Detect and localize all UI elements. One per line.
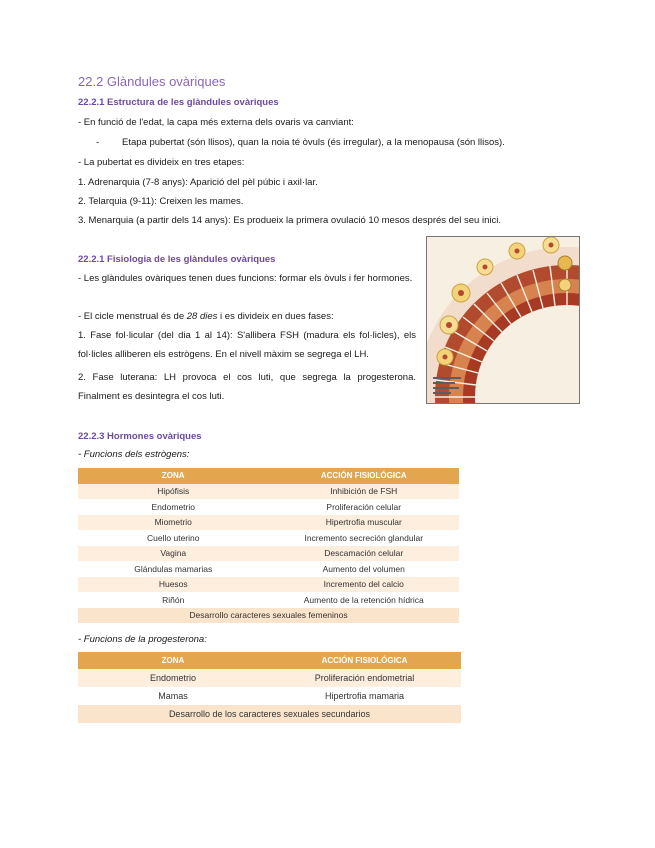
table-footer-row: Desarrollo caracteres sexuales femeninos	[78, 608, 459, 624]
column-header-zona: ZONA	[78, 468, 269, 484]
table-row: Glándulas mamarias Aumento del volumen	[78, 561, 459, 577]
table-row: Vagina Descamación celular	[78, 546, 459, 562]
table-header-row	[78, 652, 461, 669]
text-cicle: - El cicle menstrual és de 28 dies i es divideix en dues fases:	[78, 311, 334, 322]
text-fase-luterana: 2. Fase luterana: LH provoca el cos luti, que segrega la progesterona. Finalment es desintegra el cos luti.	[78, 372, 416, 402]
table-row: Endometrio Proliferación endometrial	[78, 669, 461, 687]
bullet-item	[96, 137, 505, 148]
label-progesterone: - Funcions de la progesterona:	[78, 634, 207, 645]
estrogens-table	[78, 468, 459, 623]
table-footer-row: Desarrollo de los caracteres sexuales secundarios	[78, 705, 461, 723]
column-header-accion: ACCIÓN FISIOLÓGICA	[268, 652, 461, 669]
bullet-text: Etapa pubertat (són llisos), quan la noia té òvuls (és irregular), a la menopausa (són llisos).	[122, 137, 505, 148]
table-row: Huesos Incremento del calcio	[78, 577, 459, 593]
list-item-telarquia: 2. Telarquia (9-11): Creixen les mames.	[78, 196, 244, 207]
table-header-row	[78, 468, 459, 484]
list-item-adrenarquia: 1. Adrenarquia (7-8 anys): Aparició del pèl púbic i axil·lar.	[78, 177, 318, 188]
table-row: Cuello uterino Incremento secreción glandular	[78, 530, 459, 546]
column-header-accion: ACCIÓN FISIOLÓGICA	[269, 468, 460, 484]
ovary-cycle-illustration	[426, 236, 580, 404]
text-estructura-intro: - En funció de l'edat, la capa més externa dels ovaris va canviant:	[78, 117, 354, 128]
table-row: Hipófisis Inhibición de FSH	[78, 484, 459, 500]
column-header-zona: ZONA	[78, 652, 268, 669]
progesterone-table	[78, 652, 461, 723]
heading-fisiologia: 22.2.1 Fisiologia de les glàndules ovàriques	[78, 254, 276, 265]
list-item-menarquia: 3. Menarquia (a partir dels 14 anys): Es produeix la primera ovulació 10 mesos després del seu inici.	[78, 215, 501, 226]
bullet-marker: -	[96, 137, 100, 148]
text-pubertat: - La pubertat es divideix en tres etapes:	[78, 157, 245, 168]
heading-hormones: 22.2.3 Hormones ovàriques	[78, 431, 202, 442]
text-funcions: - Les glàndules ovàriques tenen dues funcions: formar els òvuls i fer hormones.	[78, 273, 413, 284]
table-row: Riñón Aumento de la retención hídrica	[78, 592, 459, 608]
heading-estructura: 22.2.1 Estructura de les glàndules ovàriques	[78, 97, 279, 108]
section-title: 22.2 Glàndules ovàriques	[78, 74, 226, 89]
text-fase-folicular: 1. Fase fol·licular (del dia 1 al 14): S'allibera FSH (madura els fol·licles), els fol·licles alliberen els estrògens. En el nivell màxim se segrega el LH.	[78, 330, 416, 360]
label-estrogens: - Funcions dels estrògens:	[78, 449, 190, 460]
table-row: Miometrio Hipertrofia muscular	[78, 515, 459, 531]
table-row: Mamas Hipertrofia mamaria	[78, 687, 461, 705]
table-row: Endometrio Proliferación celular	[78, 499, 459, 515]
